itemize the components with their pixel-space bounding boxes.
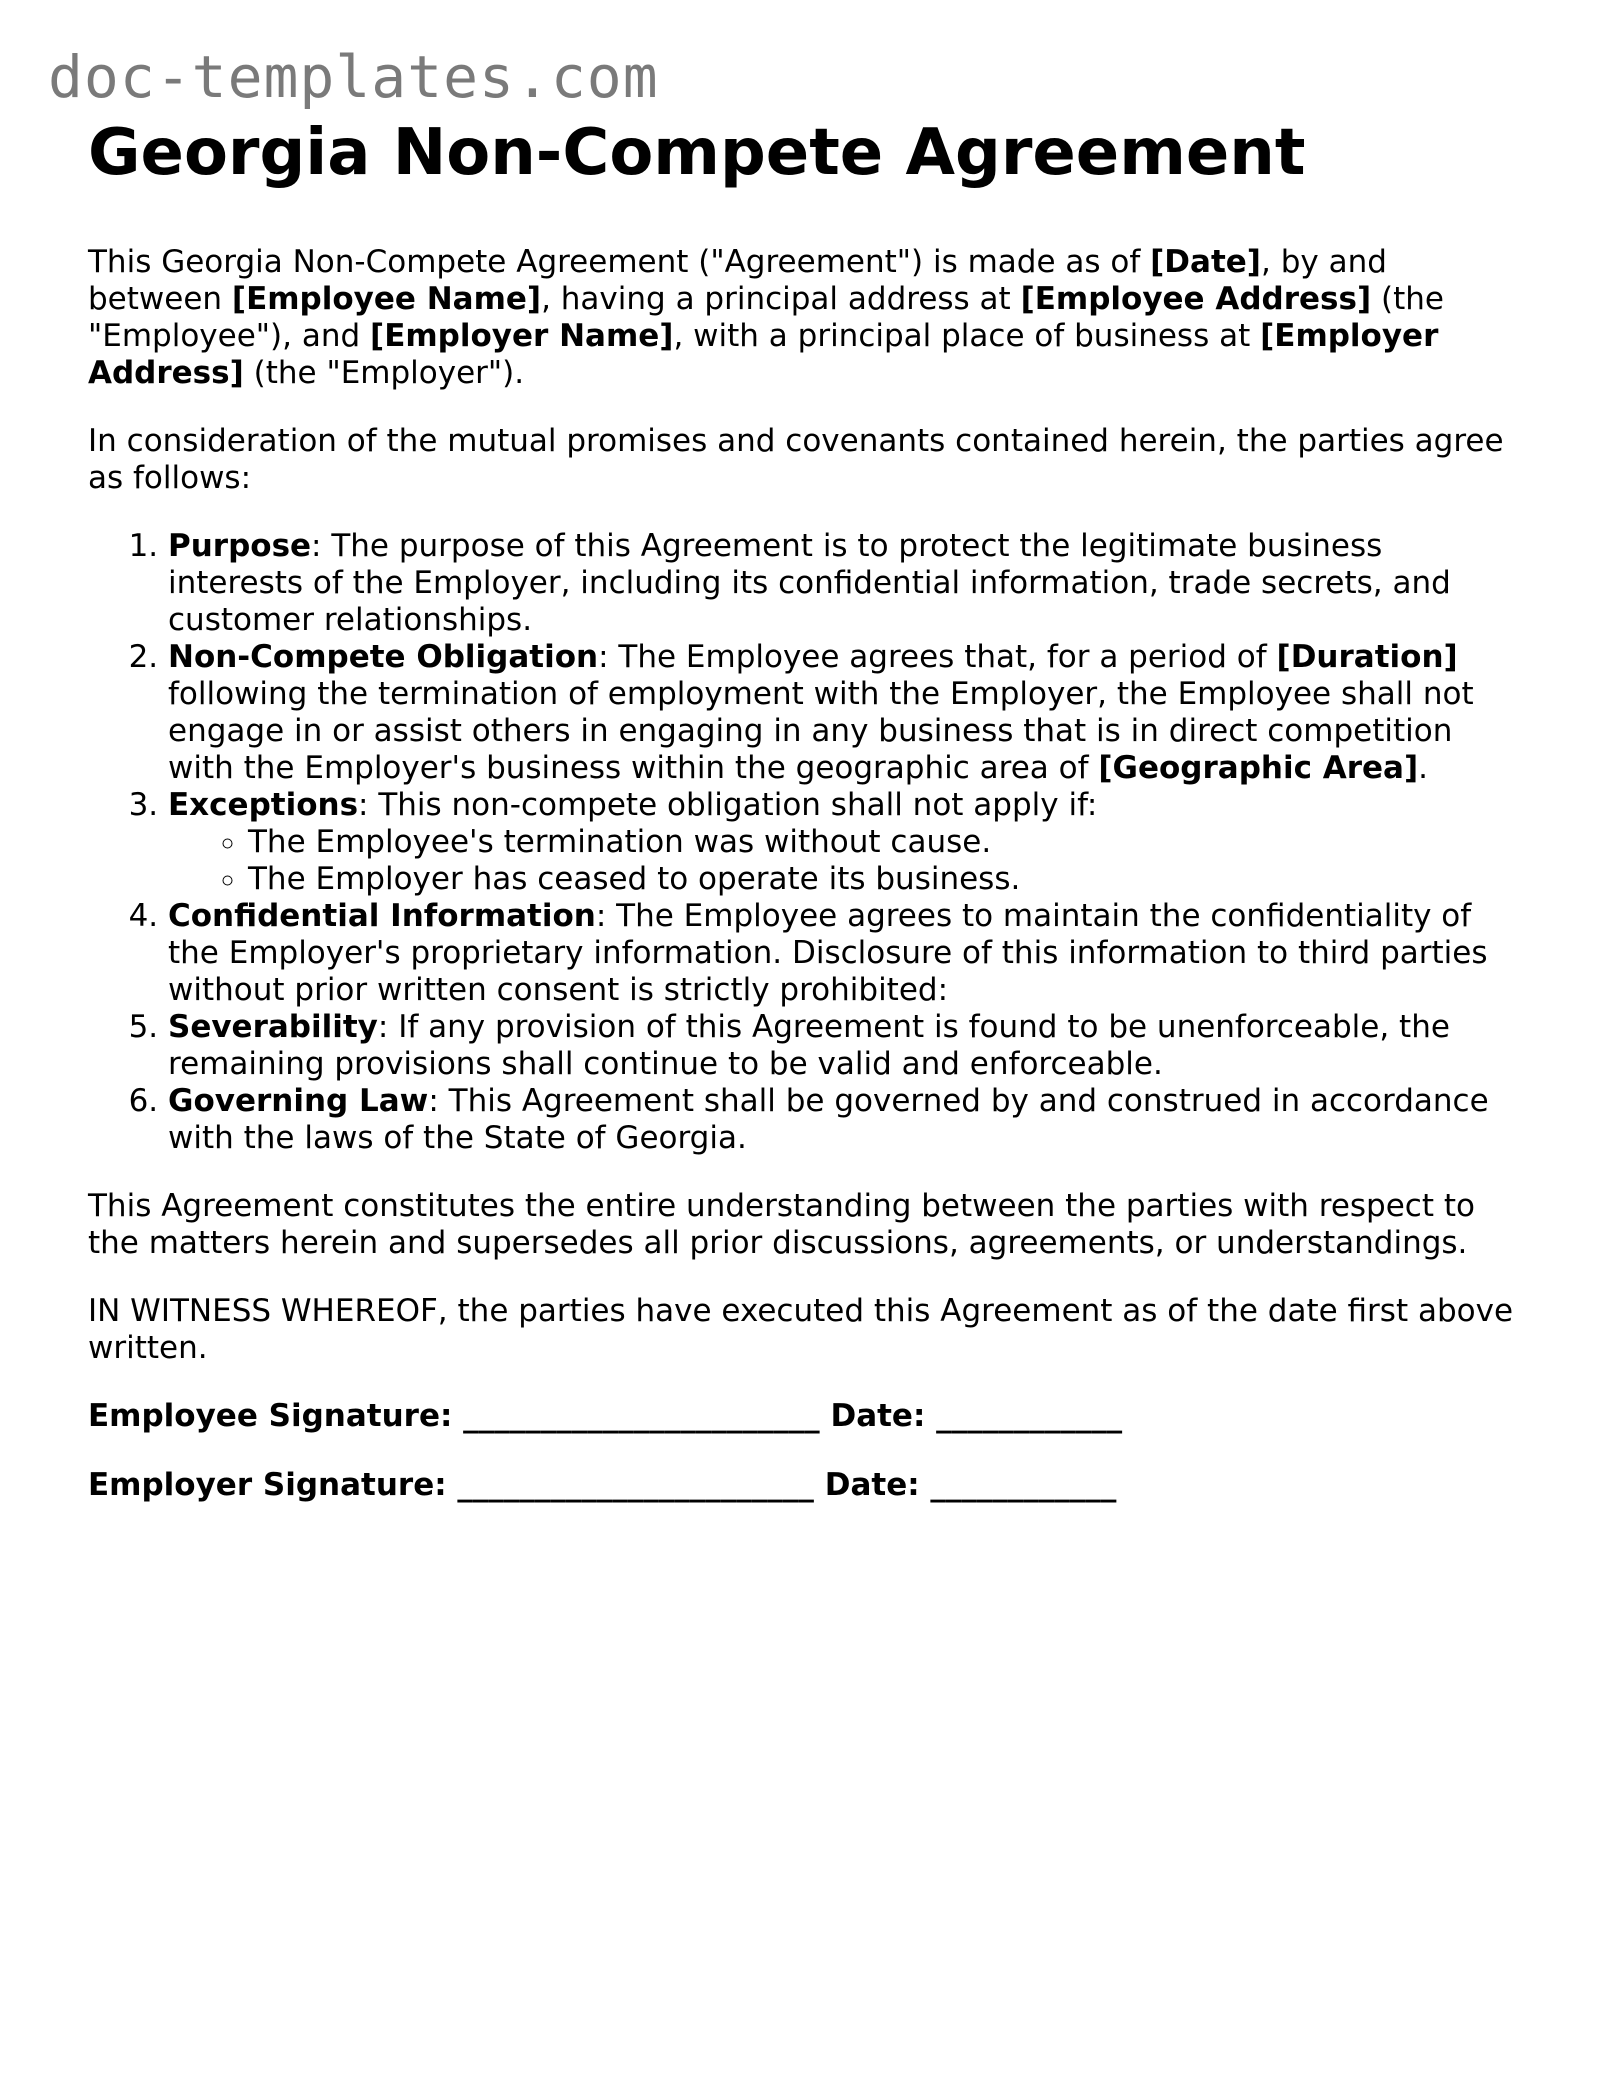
clause-heading: Exceptions: [168, 787, 359, 823]
employee-name-placeholder: [Employee Name]: [231, 281, 542, 317]
intro-text: , by and between: [88, 244, 1387, 317]
clause-purpose: [168, 528, 1518, 639]
clause-text: .: [1418, 750, 1428, 786]
clause-confidential-information: [168, 898, 1518, 1009]
exceptions-list: [168, 824, 1518, 898]
clause-text: : The purpose of this Agreement is to protect the legitimate business interests of the Employer, including its confidential information, trade secrets, and customer relationships.: [168, 528, 1451, 638]
employer-address-placeholder: [Employer Address]: [88, 318, 1439, 391]
intro-text: (the "Employee"), and: [88, 281, 1444, 354]
list-item: ◦ The Employer has ceased to operate its business.: [248, 861, 1518, 898]
clause-text: : The Employee agrees to maintain the confidentiality of the Employer's proprietary information. Disclosure of this information to third parties without prior written consent is strictly prohibited:: [168, 898, 1488, 1008]
clause-heading: Purpose: [168, 528, 312, 564]
geographic-area-placeholder: [Geographic Area]: [1098, 750, 1419, 786]
clause-heading: Non-Compete Obligation: [168, 639, 599, 675]
intro-paragraph: [88, 244, 1518, 392]
clause-text: : If any provision of this Agreement is found to be unenforceable, the remaining provisions shall continue to be valid and enforceable.: [168, 1009, 1450, 1082]
intro-text: , having a principal address at: [541, 281, 1021, 317]
employee-signature-line: Employee Signature: _______________________ Date: ____________: [88, 1398, 1123, 1434]
clause-heading: Confidential Information: [168, 898, 596, 934]
clause-governing-law: [168, 1083, 1518, 1157]
clause-list: [88, 528, 1518, 1157]
clause-exceptions: [168, 787, 1518, 898]
clause-heading: Severability: [168, 1009, 378, 1045]
document-page: [88, 108, 1518, 1536]
intro-text: This Georgia Non-Compete Agreement ("Agreement") is made as of: [88, 244, 1151, 280]
employer-signature-line: Employer Signature: _______________________ Date: ____________: [88, 1467, 1117, 1503]
clause-non-compete: [168, 639, 1518, 787]
watermark: doc-templates.com: [48, 43, 659, 111]
employer-name-placeholder: [Employer Name]: [370, 318, 674, 354]
document-title: Georgia Non-Compete Agreement: [88, 116, 1306, 190]
witness-paragraph: IN WITNESS WHEREOF, the parties have executed this Agreement as of the date first above written.: [88, 1293, 1514, 1366]
intro-text: , with a principal place of business at: [673, 318, 1261, 354]
clause-heading: Governing Law: [168, 1083, 429, 1119]
date-placeholder: [Date]: [1150, 244, 1261, 280]
clause-text: : The Employee agrees that, for a period of: [598, 639, 1277, 675]
clause-text: : This Agreement shall be governed by and construed in accordance with the laws of the State of Georgia.: [168, 1083, 1489, 1156]
employee-address-placeholder: [Employee Address]: [1020, 281, 1372, 317]
intro-text: (the "Employer").: [243, 355, 525, 391]
list-item: ◦ The Employee's termination was without cause.: [248, 824, 1518, 861]
duration-placeholder: [Duration]: [1276, 639, 1458, 675]
clause-text: following the termination of employment with the Employer, the Employee shall not engage in or assist others in engaging in any business that is in direct competition with the Employer's business within the geographic area of: [168, 676, 1474, 786]
clause-severability: [168, 1009, 1518, 1083]
entire-agreement-paragraph: This Agreement constitutes the entire understanding between the parties with respect to the matters herein and supersedes all prior discussions, agreements, or understandings.: [88, 1188, 1475, 1261]
consideration-paragraph: In consideration of the mutual promises and covenants contained herein, the parties agree as follows:: [88, 423, 1504, 496]
clause-text: : This non-compete obligation shall not apply if:: [358, 787, 1098, 823]
